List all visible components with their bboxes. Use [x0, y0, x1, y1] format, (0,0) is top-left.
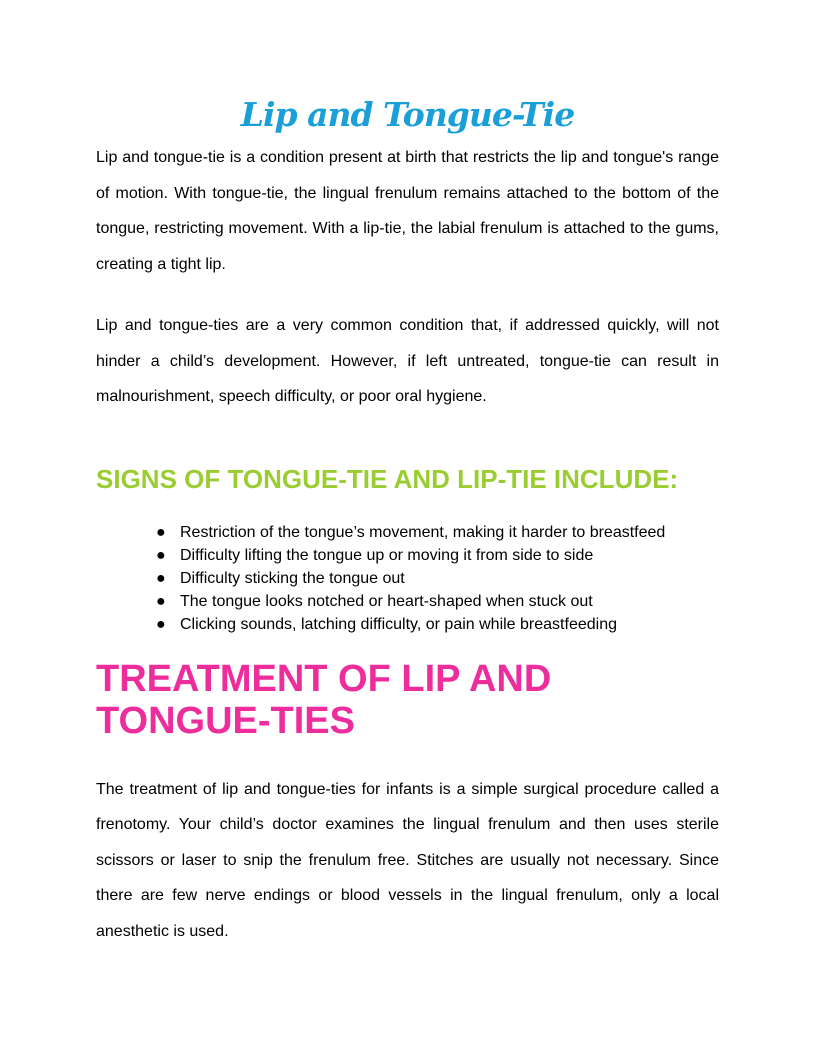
- title-block: [96, 90, 719, 140]
- list-item: [156, 590, 719, 613]
- treatment-heading-line-1: TREATMENT OF LIP AND: [96, 657, 552, 700]
- list-item: [156, 521, 719, 544]
- list-item: [156, 544, 719, 567]
- document-page: [96, 90, 719, 949]
- bullet-icon: ●: [156, 523, 166, 541]
- list-item-text: Restriction of the tongue’s movement, making it harder to breastfeed: [180, 523, 666, 541]
- list-item-text: Clicking sounds, latching difficulty, or pain while breastfeeding: [180, 615, 617, 633]
- bullet-icon: ●: [156, 546, 166, 564]
- intro-paragraph-2: Lip and tongue-ties are a very common condition that, if addressed quickly, will not hinder a child’s development. However, if left untreated, tongue-tie can result in malnourishment, speech difficulty, or poor oral hygiene.: [96, 317, 719, 405]
- signs-heading: SIGNS OF TONGUE-TIE AND LIP-TIE INCLUDE:: [96, 463, 679, 494]
- intro-paragraph-1: Lip and tongue-tie is a condition present at birth that restricts the lip and tongue's range of motion. With tongue-tie, the lingual frenulum remains attached to the bottom of the tongue, restricting movement. With a lip-tie, the labial frenulum is attached to the gums, creating a tight lip.: [96, 149, 719, 273]
- bullet-icon: ●: [156, 615, 166, 633]
- list-item: [156, 567, 719, 590]
- list-item-text: The tongue looks notched or heart-shaped when stuck out: [180, 592, 593, 610]
- paragraph-spacer: [96, 282, 719, 308]
- treatment-heading-line-2: TONGUE-TIES: [96, 699, 355, 742]
- list-item-text: Difficulty sticking the tongue out: [180, 569, 405, 587]
- treatment-heading: [96, 658, 719, 742]
- bullet-icon: ●: [156, 569, 166, 587]
- bullet-icon: ●: [156, 592, 166, 610]
- list-item: [156, 613, 719, 636]
- page-title: Lip and Tongue-Tie: [240, 95, 575, 134]
- signs-list: [96, 521, 719, 636]
- list-item-text: Difficulty lifting the tongue up or moving it from side to side: [180, 546, 594, 564]
- treatment-paragraph: The treatment of lip and tongue-ties for infants is a simple surgical procedure called a frenotomy. Your child’s doctor examines the lingual frenulum and then uses sterile scissors or laser to snip the frenulum free. Stitches are usually not necessary. Since there are few nerve endings or blood vessels in the lingual frenulum, only a local anesthetic is used.: [96, 780, 719, 940]
